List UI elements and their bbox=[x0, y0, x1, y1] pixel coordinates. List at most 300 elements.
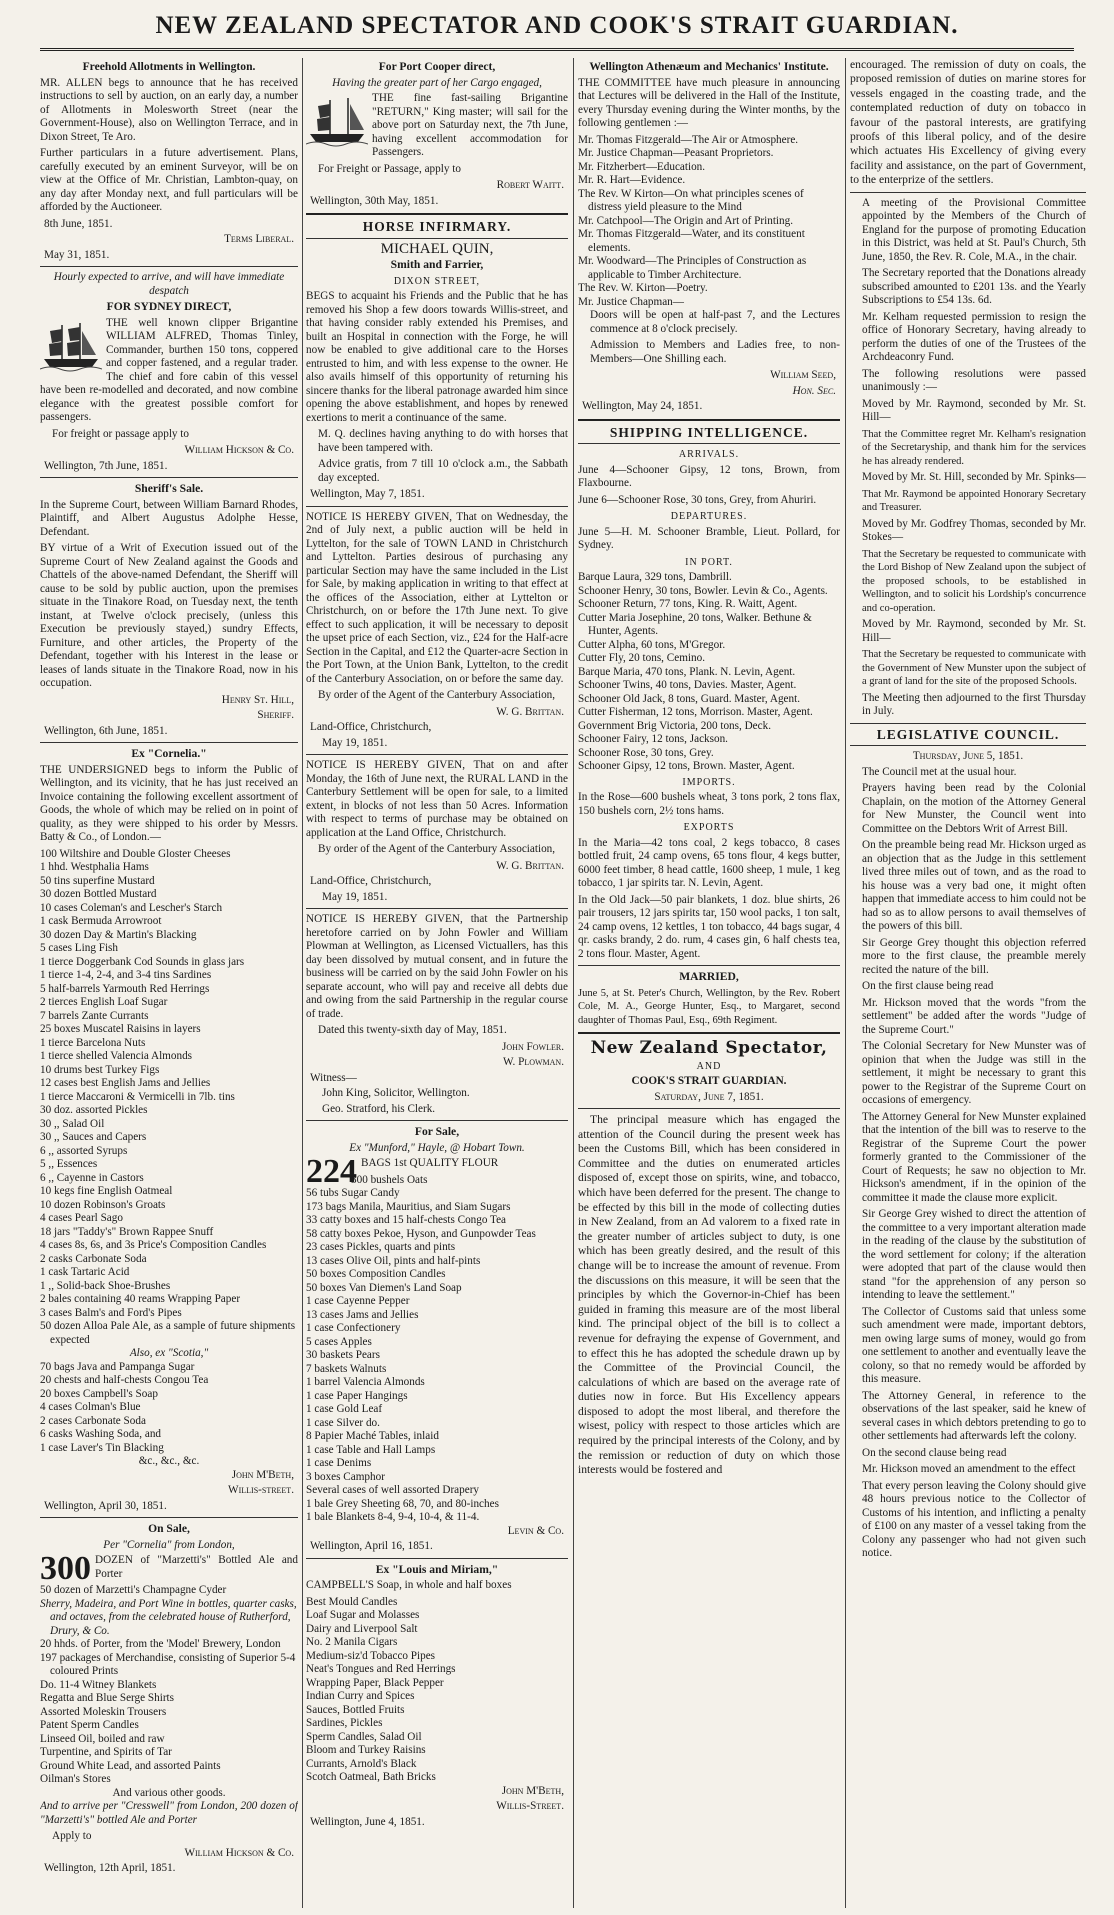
report-resolution: That the Secretary be requested to communicate with the Government of New Munster upon the subject of a grant of land for the site of the proposed Schools. bbox=[862, 649, 1086, 688]
list-item: 7 baskets Walnuts bbox=[306, 1362, 387, 1375]
list-item: 197 packages of Merchandise, consisting of Superior 5-4 coloured Prints bbox=[40, 1651, 296, 1677]
list-item: 13 cases Olive Oil, pints and half-pints bbox=[306, 1254, 481, 1267]
advert-date: Wellington, 7th June, 1851. bbox=[44, 459, 168, 472]
advert-date: 8th June, 1851. bbox=[44, 217, 113, 230]
list-item: 1 case Table and Hall Lamps bbox=[306, 1443, 436, 1456]
list-item: 6 casks Washing Soda, and bbox=[40, 1428, 162, 1440]
list-item: 1 cask Bermuda Arrowroot bbox=[40, 915, 162, 927]
list-item: 2 tierces English Loaf Sugar bbox=[40, 996, 168, 1008]
subsection-heading: IN PORT. bbox=[685, 556, 733, 568]
advert-date: Wellington, April 30, 1851. bbox=[44, 1499, 167, 1512]
list-item: 1 tierce Maccaroni & Vermicelli in 7lb. tins bbox=[40, 1090, 235, 1103]
list-item: Ground White Lead, and assorted Paints bbox=[40, 1759, 221, 1772]
editorial bbox=[578, 1038, 840, 1478]
list-item: 7 barrels Zante Currants bbox=[40, 1009, 149, 1022]
advert-body: Advice gratis, from 7 till 10 o'clock a.m., the Sabbath day excepted. bbox=[318, 458, 568, 484]
list-item: Patent Sperm Candles bbox=[40, 1719, 139, 1731]
goods-list bbox=[306, 1174, 568, 1525]
list-item: Mr. Fitzherbert—Education. bbox=[578, 160, 706, 173]
advert-signature: John M'Beth, bbox=[231, 1468, 294, 1481]
list-item: Indian Curry and Spices bbox=[306, 1690, 415, 1702]
list-item: And various other goods. bbox=[112, 1786, 226, 1799]
advert-signature: Willis-street. bbox=[228, 1484, 294, 1496]
list-item: 300 bushels Oats bbox=[351, 1173, 428, 1186]
advert-date: Wellington, 6th June, 1851. bbox=[44, 724, 168, 737]
rule bbox=[850, 192, 1086, 193]
list-item: 18 jars "Taddy's" Brown Rappee Snuff bbox=[40, 1225, 214, 1238]
rule bbox=[850, 745, 1086, 746]
advert-body: BY virtue of a Writ of Execution issued out of the Supreme Court of New Zealand against the Goods and Chattels of the above-named Defendant, the Sheriff will cause to be sold by public auction, upon the premises situate in the Tinakore Road, on Tuesday next, the tenth instant, at Twelve o'clock precisely, (unless this Execution be previously stayed,) sundry Effects, Furniture, and other articles, the Property of the Defendant, together with his Interest in the lease or leases of lands situate in the Tinakore Road, now in his occupation. bbox=[40, 542, 298, 689]
notice-date: Wellington, May 24, 1851. bbox=[582, 400, 703, 412]
notice-place: Land-Office, Christchurch, bbox=[310, 875, 432, 887]
advert-signature: William Hickson & Co. bbox=[184, 1846, 294, 1859]
list-item: 1 case Laver's Tin Blacking bbox=[40, 1441, 164, 1454]
advert-body: THE fine fast-sailing Brigantine "RETURN," King master; will sail for the above port on Saturday next, the 7th June, having excellent accommodation for Passengers. bbox=[372, 92, 568, 158]
advert-note: Hourly expected to arrive, and will have immediate despatch bbox=[53, 271, 285, 297]
council-paragraph: That every person leaving the Colony should give 48 hours previous notice to the Collector of Customs of his intention, and inflicting a penalty of £100 on any master of a vessel taking from the Colony any passenger who had not given such notice. bbox=[862, 1479, 1086, 1560]
list-item: 173 bags Manila, Mauritius, and Siam Sugars bbox=[306, 1200, 511, 1213]
report-paragraph: The Meeting then adjourned to the first Thursday in July. bbox=[862, 691, 1086, 718]
list-item: Regatta and Blue Serge Shirts bbox=[40, 1692, 175, 1704]
report-paragraph: Moved by Mr. Godfrey Thomas, seconded by Mr. Stokes— bbox=[862, 517, 1086, 544]
report-resolution: That Mr. Raymond be appointed Honorary Secretary and Treasurer. bbox=[862, 488, 1086, 514]
advert-sydney-direct bbox=[40, 271, 298, 473]
list-item: 4 cases 8s, 6s, and 3s Price's Composition Candles bbox=[40, 1239, 267, 1251]
list-item: Barque Laura, 329 tons, Dambrill. bbox=[578, 571, 732, 583]
advert-port-cooper bbox=[306, 60, 568, 208]
list-item: Medium-siz'd Tobacco Pipes bbox=[306, 1649, 436, 1662]
notice-signature: W. Plowman. bbox=[502, 1056, 564, 1068]
list-item: 10 drums best Turkey Figs bbox=[40, 1063, 160, 1076]
list-item: 1 bale Grey Sheeting 68, 70, and 80-inches bbox=[306, 1497, 499, 1510]
column-divider bbox=[302, 58, 303, 1908]
council-paragraph: The Attorney General for New Munster explained that the intention of the bill was to reserve to the Registrar of the Supreme Court the power formerly granted to the Commissioner of the Court of Requests; he saw no objection to Mr. Hickson's amendment, if in the opinion of the committee it made the clause more explicit. bbox=[862, 1110, 1086, 1204]
council-paragraph: On the first clause being read bbox=[862, 980, 994, 993]
list-item: 1 case Paper Hangings bbox=[306, 1389, 408, 1402]
advert-freehold-allotments bbox=[40, 60, 298, 262]
advert-on-sale bbox=[40, 1522, 298, 1876]
advert-horse-infirmary bbox=[306, 220, 568, 502]
list-item: 1 case Gold Leaf bbox=[306, 1403, 383, 1415]
list-item: No. 2 Manila Cigars bbox=[306, 1636, 398, 1648]
list-item: 4 cases Pearl Sago bbox=[40, 1212, 123, 1224]
list-item: Mr. Woodward—The Principles of Construction as applicable to Timber Architecture. bbox=[578, 255, 807, 281]
list-item: 5 cases Ling Fish bbox=[40, 942, 118, 954]
shipping-entry: June 6—Schooner Rose, 30 tons, Grey, from Ahuriri. bbox=[578, 493, 817, 506]
goods-list bbox=[40, 848, 298, 1469]
council-paragraph: The Attorney General, in reference to the observations of the last speaker, said he knew of several cases in which debtors pretending to go to other settlements had afterwards left the colony. bbox=[862, 1389, 1086, 1443]
report-paragraph: Mr. Kelham requested permission to resign the office of Honorary Secretary, having already to perform the duties of one of the Trustees of the Archdeaconry Fund. bbox=[862, 310, 1086, 364]
advert-subheading: Ex "Munford," Hayle, @ Hobart Town. bbox=[349, 1141, 525, 1154]
advert-lead: BAGS 1st QUALITY FLOUR bbox=[361, 1157, 499, 1169]
list-item: 1 hhd. Westphalia Hams bbox=[40, 861, 149, 873]
notice-body: THE COMMITTEE have much pleasure in announcing that Lectures will be delivered in the Hall of the Institute, every Thursday evening during the Winter months, by the following gentlemen :— bbox=[578, 76, 840, 129]
list-item: Mr. Catchpool—The Origin and Art of Printing. bbox=[578, 214, 794, 227]
advert-date: May 31, 1851. bbox=[44, 248, 110, 261]
report-paragraph: Moved by Mr. Raymond, seconded by Mr. St. Hill— bbox=[862, 618, 1086, 644]
section-heading: LEGISLATIVE COUNCIL. bbox=[876, 726, 1060, 742]
rule bbox=[306, 1120, 568, 1121]
rule bbox=[306, 908, 568, 909]
notice-signature: John Fowler. bbox=[502, 1040, 564, 1053]
list-item: 50 boxes Composition Candles bbox=[306, 1268, 446, 1280]
list-item: Schooner Old Jack, 8 tons, Guard. Master, Agent. bbox=[578, 692, 801, 705]
list-item: Cutter Fisherman, 12 tons, Morrison. Master, Agent. bbox=[578, 706, 813, 718]
list-item: Do. 11-4 Witney Blankets bbox=[40, 1678, 157, 1691]
newspaper-title: NEW ZEALAND SPECTATOR AND COOK'S STRAIT GUARDIAN. bbox=[155, 12, 959, 39]
notice-witness-name: Geo. Stratford, his Clerk. bbox=[322, 1102, 436, 1115]
rule bbox=[40, 477, 298, 478]
notice-admission: Admission to Members and Ladies free, to non-Members—One Shilling each. bbox=[590, 339, 840, 365]
list-item: Mr. Justice Chapman— bbox=[578, 295, 684, 308]
report-resolution: That the Committee regret Mr. Kelham's resignation of the Secretaryship, and thank him for the services he has already rendered. bbox=[862, 428, 1086, 467]
notice-date: May 19, 1851. bbox=[322, 890, 388, 903]
rule bbox=[850, 723, 1086, 724]
rule bbox=[306, 238, 568, 239]
notice-rural-land bbox=[306, 759, 568, 904]
list-item: 56 tubs Sugar Candy bbox=[306, 1187, 400, 1199]
list-item: Mr. R. Hart—Evidence. bbox=[578, 174, 686, 186]
advert-street: DIXON STREET, bbox=[393, 275, 481, 287]
list-item: Also, ex "Scotia," bbox=[129, 1347, 209, 1359]
advert-apply: For freight or passage apply to bbox=[52, 427, 190, 440]
notice-body: NOTICE IS HEREBY GIVEN, That on and after Monday, the 16th of June next, the RURAL LAND in the Canterbury Settlement will be open for sale, to a limited extent, in blocks of not less than 50 Acres. Information with respect to terms of purchase may be obtained on application at the Land Office, Christchurch. bbox=[306, 759, 568, 839]
list-item: 6 ,, assorted Syrups bbox=[40, 1144, 128, 1157]
advert-heading: Sheriff's Sale. bbox=[134, 482, 204, 495]
advert-date: Wellington, May 7, 1851. bbox=[310, 488, 425, 500]
advert-ex-cornelia bbox=[40, 747, 298, 1513]
advert-heading: For Sale, bbox=[414, 1125, 460, 1138]
editorial-date: Saturday, June 7, 1851. bbox=[654, 1090, 764, 1103]
list-item: Schooner Twins, 40 tons, Davies. Master, Agent. bbox=[578, 679, 797, 691]
editorial-body: The principal measure which has engaged the attention of the Council during the present week has been the Customs Bill, which has been considered in Committee and the duties on enumerated articles disposed of, except those on spirits, wine, and tobacco, which have been deferred for the present. The change to be effected by this bill in the mode of collecting duties in New Zealand, from an Ad valorem to a fixed rate in the greater number of articles subject to duty, is one which has been greatly desired, and the result of this change will be to increase the amount of revenue. From the discussions on this measure, it will be seen that the principles by which the Governor-in-Chief has been guided in framing this measure are of the most liberal kind. The principal object of the bill is to collect a revenue for defraying the expense of Government, and to effect this he has adopted the schedule drawn up by the Committee of the Provincial Council, the calculations of which are based on the average rate of duties now in force. But His Excellency appears disposed to adopt the most liberal, and therefore the wisest, policy with respect to those articles which are required by the principal interests of the Colony, and by the remission or reduction of duty on which those interests would be fostered and bbox=[578, 1113, 840, 1477]
notice-place: Land-Office, Christchurch, bbox=[310, 721, 432, 733]
notice-town-land bbox=[306, 511, 568, 751]
report-paragraph: A meeting of the Provisional Committee appointed by the Members of the Church of England for the purpose of promoting Education in this District, was held at St. Paul's Church, 5th June, 1850, the Rev. R. Cole, M.A., in the chair. bbox=[862, 196, 1086, 263]
advert-body: BEGS to acquaint his Friends and the Public that he has removed his Shop a few doors towards Willis-street, and that having consider rably extended his Premises, and built an Hospital in connection with the Forge, he will now be enabled to give additional care to the Horses entrusted to him, and with less expense to the owner. He also avails himself of this opportunity of returning his sincere thanks for the liberal patronage awarded him since opening the above establishment, and hopes by renewed exertions to merit a continuance of the same. bbox=[306, 290, 568, 424]
advert-heading: For Port Cooper direct, bbox=[378, 60, 496, 73]
advert-body: M. Q. declines having anything to do with horses that have been tampered with. bbox=[318, 428, 568, 454]
council-paragraph: Prayers having been read by the Colonial Chaplain, on the motion of the Attorney General for New Munster, the Council went into Committee on the Debtors Writ of Arrest Bill. bbox=[862, 782, 1086, 835]
advert-body: THE UNDERSIGNED begs to inform the Public of Wellington, and its vicinity, that he has just received an Invoice containing the following excellent assortment of Goods, the whole of which may be relied on in point of quality, as they were shipped to his order by Messrs. Batty & Co., of London.— bbox=[40, 763, 298, 843]
advert-lead: DOZEN of "Marzetti's" Bottled Ale and Porter bbox=[95, 1554, 298, 1580]
list-item: 1 bale Blankets 8-4, 9-4, 10-4, & 11-4. bbox=[306, 1511, 480, 1523]
advert-date: Wellington, 30th May, 1851. bbox=[310, 194, 439, 207]
column-3 bbox=[578, 58, 840, 1908]
subsection-heading: DEPARTURES. bbox=[670, 511, 748, 522]
advert-signature: Levin & Co. bbox=[507, 1524, 564, 1537]
list-item: 30 ,, Sauces and Capers bbox=[40, 1131, 147, 1143]
list-item: 5 cases Apples bbox=[306, 1335, 372, 1348]
list-item: 1 barrel Valencia Almonds bbox=[306, 1376, 425, 1388]
list-item: 6 ,, Cayenne in Castors bbox=[40, 1171, 144, 1184]
list-item: 4 cases Colman's Blue bbox=[40, 1401, 141, 1413]
column-divider bbox=[845, 58, 846, 1908]
advert-heading: On Sale, bbox=[148, 1522, 190, 1535]
list-item: Schooner Return, 77 tons, King. R. Waitt, Agent. bbox=[578, 598, 798, 610]
lead-number: 300 bbox=[40, 1550, 91, 1587]
list-item: Several cases of well assorted Drapery bbox=[306, 1484, 480, 1496]
list-item: Oilman's Stores bbox=[40, 1773, 111, 1785]
advert-signature: Sheriff. bbox=[257, 709, 294, 721]
list-item: Cutter Fly, 20 tons, Cemino. bbox=[578, 652, 706, 664]
advert-apply: For Freight or Passage, apply to bbox=[318, 162, 461, 175]
advert-heading: Freehold Allotments in Wellington. bbox=[82, 60, 256, 73]
list-item: Schooner Rose, 30 tons, Grey. bbox=[578, 746, 714, 759]
list-item: Sardines, Pickles bbox=[306, 1717, 383, 1729]
advert-signature: Terms Liberal. bbox=[224, 233, 294, 245]
list-item: Bloom and Turkey Raisins bbox=[306, 1744, 426, 1756]
list-item: The Rev. W Kirton—On what principles scenes of distress yield pleasure to the Mind bbox=[578, 187, 804, 213]
list-item: Barque Maria, 470 tons, Plank. N. Levin, Agent. bbox=[578, 665, 796, 678]
list-item: 12 cases best English Jams and Jellies bbox=[40, 1077, 211, 1089]
list-item: 1 tierce Barcelona Nuts bbox=[40, 1036, 146, 1049]
list-item: Cutter Alpha, 60 tons, M'Gregor. bbox=[578, 638, 726, 651]
shipping-entry: In the Maria—42 tons coal, 2 kegs tobacco, 8 cases bottled fruit, 24 camp ovens, 65 tons flour, 4 kegs butter, 6000 feet timber, 8 head cattle, 1600 sheep, 1 mule, 1 keg tobacco, 1 jar spirits tar. N. Levin, Agent. bbox=[578, 836, 840, 889]
notice-doors: Doors will be open at half-past 7, and the Lectures commence at 8 o'clock precisely. bbox=[590, 309, 840, 335]
church-committee-report bbox=[850, 197, 1086, 719]
list-item: 2 cases Carbonate Soda bbox=[40, 1414, 146, 1427]
list-item: 1 tierce Doggerbank Cod Sounds in glass jars bbox=[40, 955, 245, 968]
notice-partnership bbox=[306, 913, 568, 1116]
list-item: 8 Papier Maché Tables, inlaid bbox=[306, 1430, 439, 1442]
list-item: 30 doz. assorted Pickles bbox=[40, 1104, 148, 1116]
advert-signature: Henry St. Hill, bbox=[221, 693, 294, 706]
list-item: 25 boxes Muscatel Raisins in layers bbox=[40, 1023, 201, 1035]
notice-order: By order of the Agent of the Canterbury Association, bbox=[318, 689, 556, 701]
list-item: 50 tins superfine Mustard bbox=[40, 874, 155, 887]
notice-signature: William Seed, bbox=[770, 369, 836, 381]
list-item: 3 cases Balm's and Ford's Pipes bbox=[40, 1306, 182, 1319]
list-item: Best Mould Candles bbox=[306, 1595, 398, 1608]
list-item: Loaf Sugar and Molasses bbox=[306, 1609, 420, 1621]
notice-order: By order of the Agent of the Canterbury Association, bbox=[318, 843, 556, 855]
list-item: 30 ,, Salad Oil bbox=[40, 1117, 105, 1130]
goods-list bbox=[306, 1596, 568, 1785]
list-item: 30 baskets Pears bbox=[306, 1349, 380, 1361]
list-item: 20 boxes Campbell's Soap bbox=[40, 1387, 158, 1400]
lead-number: 224 bbox=[306, 1153, 357, 1190]
list-item: 58 catty boxes Pekoe, Hyson, and Gunpowder Teas bbox=[306, 1227, 536, 1240]
list-item: Cutter Maria Josephine, 20 tons, Walker. Bethune & Hunter, Agents. bbox=[578, 611, 812, 637]
list-item: Neat's Tongues and Red Herrings bbox=[306, 1663, 456, 1675]
list-item: The Rev. W. Kirton—Poetry. bbox=[578, 282, 708, 294]
advert-for-sale bbox=[306, 1125, 568, 1554]
list-item: Sherry, Madeira, and Port Wine in bottles, quarter casks, and octaves, from the celebrated house of Rutherford, Drury, & Co. bbox=[40, 1597, 297, 1637]
notice-witness-name: John King, Solicitor, Wellington. bbox=[322, 1087, 470, 1099]
ship-icon bbox=[40, 319, 102, 373]
report-paragraph: Moved by Mr. Raymond, seconded by Mr. St. Hill— bbox=[862, 397, 1086, 424]
list-item: 33 catty boxes and 15 half-chests Congo Tea bbox=[306, 1214, 507, 1226]
list-item: Schooner Henry, 30 tons, Bowler. Levin & Co., Agents. bbox=[578, 584, 828, 597]
rule bbox=[306, 754, 568, 755]
advert-date: Wellington, 12th April, 1851. bbox=[44, 1862, 176, 1874]
list-item: 1 case Cayenne Pepper bbox=[306, 1295, 410, 1307]
rule bbox=[40, 1517, 298, 1518]
notice-athenaeum bbox=[578, 60, 840, 414]
list-item: 1 tierce 1-4, 2-4, and 3-4 tins Sardines bbox=[40, 969, 212, 981]
rule bbox=[306, 213, 568, 215]
notice-heading: Wellington Athenæum and Mechanics' Institute. bbox=[589, 60, 829, 73]
list-item: Schooner Fairy, 12 tons, Jackson. bbox=[578, 733, 728, 745]
list-item: Government Brig Victoria, 200 tons, Deck. bbox=[578, 719, 771, 732]
list-item: 2 casks Carbonate Soda bbox=[40, 1252, 147, 1265]
advert-signature: Robert Waitt. bbox=[496, 179, 564, 191]
editorial-subtitle: COOK'S STRAIT GUARDIAN. bbox=[631, 1075, 787, 1087]
list-item: Schooner Gipsy, 12 tons, Brown. Master, Agent. bbox=[578, 760, 795, 772]
report-resolution: That the Secretary be requested to communicate with the Lord Bishop of New Zealand upon the subject of the proposed schools, to be established in Wellington, and to solicit his Lordship's concurrence and co-operation. bbox=[862, 548, 1086, 614]
advert-intro: In the Supreme Court, between William Barnard Rhodes, Plaintiff, and Albert Augustus Adolphe Hesse, Defendant. bbox=[40, 498, 298, 538]
notice-body: NOTICE IS HEREBY GIVEN, that the Partnership heretofore carried on by John Fowler and William Plowman at Wellington, as Licensed Victuallers, has this day been dissolved by mutual consent, and in future the business will be carried on by the said John Fowler on his separate account, who will pay and receive all debts due and owing from the said Partnership in the regular course of trade. bbox=[306, 913, 568, 1020]
notice-body: NOTICE IS HEREBY GIVEN, That on Wednesday, the 2nd of July next, a public auction will be held in Lyttelton, for the sale of TOWN LAND in Christchurch and Lyttelton. Parties desirous of purchasing any particular Section may have the same included in the List for Sale, by making application in writing to that effect at the offices of the Association, either at Lyttelton or Christchurch, on or before the 17th June next. To give effect to such application, it will be necessary to deposit the upset price of each Section, viz., £24 for the Half-acre Section in the Capital, and £12 the Quarter-acre Section in the Port Town, at the Union Bank, Lyttelton, to the credit of the Canterbury Association, on or before the same day. bbox=[306, 510, 568, 685]
section-date: Thursday, June 5, 1851. bbox=[912, 750, 1024, 763]
notice-signature: W. G. Brittan. bbox=[496, 705, 564, 718]
council-paragraph: The Council met at the usual hour. bbox=[862, 765, 1017, 778]
rule bbox=[578, 419, 840, 421]
rule bbox=[306, 506, 568, 507]
rule bbox=[40, 742, 298, 743]
rule bbox=[40, 266, 298, 267]
list-item: 10 dozen Robinson's Groats bbox=[40, 1198, 166, 1211]
column-2 bbox=[306, 58, 568, 1908]
council-paragraph: Sir George Grey thought this objection referred more to the first clause, the preamble merely recited the nature of the bill. bbox=[862, 936, 1086, 976]
shipping-intelligence bbox=[578, 426, 840, 1028]
shipping-entry: June 5—H. M. Schooner Bramble, Lieut. Pollard, for Sydney. bbox=[578, 525, 840, 551]
advert-heading: HORSE INFIRMARY. bbox=[362, 219, 512, 234]
list-item: 20 chests and half-chests Congou Tea bbox=[40, 1374, 209, 1386]
advert-heading: Ex "Louis and Miriam," bbox=[375, 1562, 499, 1576]
list-item: 1 tierce shelled Valencia Almonds bbox=[40, 1050, 193, 1062]
section-heading: SHIPPING INTELLIGENCE. bbox=[609, 424, 809, 440]
advert-body: Further particulars in a future advertisement. Plans, carefully executed by an eminent Surveyor, will be on view at the Office of Mr. Christian, Lambton-quay, on any day after Monday next, and full particulars will be afforded by the Auctioneer. bbox=[40, 147, 298, 213]
advert-body: THE well known clipper Brigantine WILLIAM ALFRED, Thomas Tinley, Commander, burthen 150 tons, coppered and copper fastened, and a regular trader. The chief and fore cabin of this vessel have been re-modelled and decorated, and now combine elegance with the greatest possible comfort for passengers. bbox=[40, 316, 298, 423]
shipping-entry: In the Old Jack—50 pair blankets, 1 doz. blue shirts, 26 pair trousers, 12 jars spirits tar, 150 wool packs, 1 ton salt, 24 camp ovens, 12 kettles, 1 ton tobacco, 44 bags sugar, 4 qr. casks brandy, 2 do. rum, 4 cases gin, 6 half chests tea, 2 tons flour. Master, Agent. bbox=[578, 893, 840, 960]
list-item: 10 kegs fine English Oatmeal bbox=[40, 1185, 173, 1197]
in-port-list bbox=[578, 571, 840, 774]
advert-signature: William Hickson & Co. bbox=[184, 444, 294, 456]
rule bbox=[578, 1108, 840, 1109]
list-item: Turpentine, and Spirits of Tar bbox=[40, 1746, 172, 1758]
masthead bbox=[0, 0, 1114, 52]
advert-trade: Smith and Farrier, bbox=[390, 258, 484, 271]
advert-louis-and-miriam bbox=[306, 1563, 568, 1830]
council-paragraph: The Collector of Customs said that unless some such amendment were made, important debtors, men owing large sums of money, would go from one settlement to another and eventually leave the colony, so that no remedy would be afforded by this measure. bbox=[862, 1305, 1086, 1386]
list-item: 50 dozen of Marzetti's Champagne Cyder bbox=[40, 1584, 227, 1596]
advert-body: MR. ALLEN begs to announce that he has received instructions to sell by auction, on an early day, a number of Allotments in Molesworth Street (near the Government-House), also on Wellington Terrace, and in Dixon Street, Te Aro. bbox=[40, 76, 298, 143]
shipping-entry: In the Rose—600 bushels wheat, 3 tons pork, 2 tons flax, 150 bushels corn, 2½ tons hams. bbox=[578, 791, 840, 817]
notice-signature: Hon. Sec. bbox=[792, 384, 836, 397]
list-item: 20 hhds. of Porter, from the 'Model' Brewery, London bbox=[40, 1638, 281, 1650]
masthead-rule bbox=[40, 48, 1074, 51]
advert-lead: CAMPBELL'S Soap, in whole and half boxes bbox=[306, 1579, 512, 1591]
column-divider bbox=[573, 58, 574, 1908]
list-item: Mr. Justice Chapman—Peasant Proprietors. bbox=[578, 147, 774, 159]
list-item: 30 dozen Day & Martin's Blacking bbox=[40, 928, 197, 941]
column-1 bbox=[40, 58, 298, 1908]
list-item: Dairy and Liverpool Salt bbox=[306, 1622, 418, 1635]
list-item: Sperm Candles, Salad Oil bbox=[306, 1730, 422, 1743]
list-item: 1 ,, Solid-back Shoe-Brushes bbox=[40, 1279, 171, 1292]
list-item: 70 bags Java and Pampanga Sugar bbox=[40, 1360, 195, 1373]
advert-sheriffs-sale bbox=[40, 482, 298, 738]
ship-icon bbox=[306, 94, 368, 148]
list-item: Assorted Moleskin Trousers bbox=[40, 1705, 167, 1718]
list-item: 30 dozen Bottled Mustard bbox=[40, 888, 157, 900]
advert-subheading: Per "Cornelia" from London, bbox=[103, 1538, 235, 1551]
advert-subheading: Having the greater part of her Cargo engaged, bbox=[332, 76, 542, 89]
advert-name: MICHAEL QUIN, bbox=[380, 240, 494, 257]
list-item: 50 dozen Alloa Pale Ale, as a sample of future shipments expected bbox=[40, 1320, 296, 1346]
subsection-heading: IMPORTS. bbox=[682, 776, 736, 788]
list-item: &c., &c., &c. bbox=[138, 1455, 200, 1467]
list-item: 3 boxes Camphor bbox=[306, 1470, 385, 1483]
rule bbox=[578, 965, 840, 966]
subsection-heading: ARRIVALS. bbox=[678, 449, 740, 460]
subsection-heading: MARRIED, bbox=[679, 970, 739, 983]
list-item: Scotch Oatmeal, Bath Bricks bbox=[306, 1771, 436, 1783]
editorial-masthead: New Zealand Spectator, bbox=[590, 1038, 828, 1058]
list-item: 5 ,, Essences bbox=[40, 1158, 98, 1170]
report-paragraph: The Secretary reported that the Donations already subscribed amounted to £201 13s. and the Yearly Subscriptions to £54 13s. 6d. bbox=[862, 267, 1086, 307]
editorial-and: AND bbox=[696, 1060, 722, 1072]
marriage-notice: June 5, at St. Peter's Church, Wellington, by the Rev. Robert Cole, M. A., George Hunter, Esq., to Margaret, second daughter of Thomas Paul, Esq., 69th Regiment. bbox=[578, 987, 840, 1026]
list-item: 5 half-barrels Yarmouth Red Herrings bbox=[40, 982, 210, 995]
report-paragraph: Moved by Mr. St. Hill, seconded by Mr. Spinks— bbox=[862, 471, 1086, 484]
list-item: 2 bales containing 40 reams Wrapping Paper bbox=[40, 1293, 241, 1305]
advert-arrive: And to arrive per "Cresswell" from London, 200 dozen of "Marzetti's" bottled Ale and Porter bbox=[40, 1800, 298, 1826]
rule bbox=[578, 443, 840, 444]
list-item: 10 cases Coleman's and Lescher's Starch bbox=[40, 901, 223, 914]
rule bbox=[578, 1032, 840, 1034]
council-paragraph: Mr. Hickson moved that the words "from the settlement" be added after the words "Judge of the Supreme Court." bbox=[862, 996, 1086, 1036]
list-item: 13 cases Jams and Jellies bbox=[306, 1308, 419, 1321]
lecture-list bbox=[578, 134, 840, 310]
list-item: 1 case Silver do. bbox=[306, 1416, 380, 1429]
rule bbox=[306, 1558, 568, 1559]
notice-witness: Witness— bbox=[310, 1071, 357, 1084]
list-item: Wrapping Paper, Black Pepper bbox=[306, 1676, 444, 1689]
list-item: 1 cask Tartaric Acid bbox=[40, 1266, 130, 1278]
shipping-entry: June 4—Schooner Gipsy, 12 tons, Brown, from Flaxbourne. bbox=[578, 463, 840, 489]
list-item: Mr. Thomas Fitzgerald—Water, and its constituent elements. bbox=[578, 228, 805, 254]
list-item: 50 boxes Van Diemen's Land Soap bbox=[306, 1281, 462, 1294]
list-item: 100 Wiltshire and Double Gloster Cheeses bbox=[40, 847, 231, 860]
report-paragraph: The following resolutions were passed unanimously :— bbox=[862, 367, 1086, 394]
council-paragraph: On the second clause being read bbox=[862, 1446, 1007, 1459]
advert-heading: FOR SYDNEY DIRECT, bbox=[106, 300, 232, 313]
subsection-heading: EXPORTS bbox=[683, 822, 735, 833]
council-paragraph: Mr. Hickson moved an amendment to the effect bbox=[862, 1463, 1076, 1476]
council-paragraph: Sir George Grey wished to direct the attention of the committee to a very important alteration made in the reading of the clause by the substitution of the word settlement for colony; if the alteration were adopted that part of the clause would then stand "for the apprehension of any person so intending to leave the settlement." bbox=[862, 1208, 1086, 1302]
advert-apply: Apply to bbox=[52, 1830, 92, 1842]
goods-list bbox=[40, 1584, 298, 1800]
list-item: Sauces, Bottled Fruits bbox=[306, 1703, 405, 1716]
legislative-council bbox=[850, 728, 1086, 1561]
list-item: 23 cases Pickles, quarts and pints bbox=[306, 1241, 456, 1253]
list-item: 1 case Confectionery bbox=[306, 1322, 401, 1334]
council-paragraph: On the preamble being read Mr. Hickson urged as an objection that as the Judge in this settlement lived three miles out of town, and as the road to his house was a very bad one, it might often happen that immediate access to him could not be had so as to allow persons to avail themselves of the powers of this bill. bbox=[862, 839, 1086, 933]
list-item: Currants, Arnold's Black bbox=[306, 1757, 417, 1770]
list-item: Mr. Thomas Fitzgerald—The Air or Atmosphere. bbox=[578, 133, 799, 146]
council-paragraph: The Colonial Secretary for New Munster was of opinion that when the Judge was still in the settlement, it might be necessary to grant this power to the Registrar of the Supreme Court on occasions of emergency. bbox=[862, 1040, 1086, 1107]
advert-signature: Willis-Street. bbox=[496, 1800, 564, 1812]
list-item: 1 case Denims bbox=[306, 1457, 372, 1469]
advert-date: Wellington, June 4, 1851. bbox=[310, 1815, 425, 1828]
advert-signature: John M'Beth, bbox=[501, 1784, 564, 1797]
column-4 bbox=[850, 58, 1086, 1908]
list-item: Linseed Oil, boiled and raw bbox=[40, 1732, 165, 1745]
notice-signature: W. G. Brittan. bbox=[496, 859, 564, 872]
